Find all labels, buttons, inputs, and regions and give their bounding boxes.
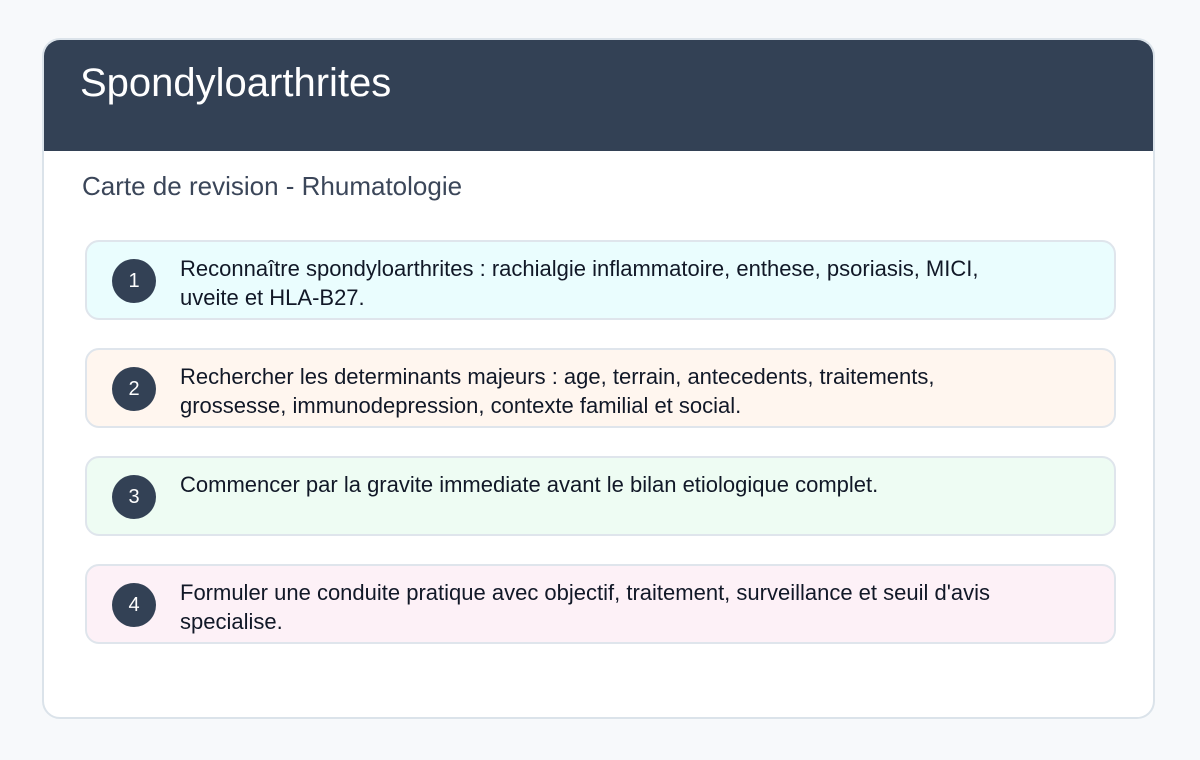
- page-title: Spondyloarthrites: [80, 61, 392, 105]
- list-item: [85, 564, 1116, 644]
- item-text: Reconnaître spondyloarthrites : rachialgie inflammatoire, enthese, psoriasis, MICI, uveite et HLA-B27.: [180, 256, 979, 310]
- item-number-badge: 1: [112, 259, 156, 303]
- revision-card: [42, 38, 1155, 719]
- item-text: Rechercher les determinants majeurs : age, terrain, antecedents, traitements, grossesse, immunodepression, contexte familial et social.: [180, 364, 935, 418]
- item-text: Formuler une conduite pratique avec objectif, traitement, surveillance et seuil d'avis specialise.: [180, 580, 991, 634]
- item-number-badge: 2: [112, 367, 156, 411]
- card-subtitle: Carte de revision - Rhumatologie: [82, 171, 463, 201]
- list-item: [85, 240, 1116, 320]
- item-text: Commencer par la gravite immediate avant le bilan etiologique complet.: [180, 472, 879, 497]
- card-header: [44, 40, 1153, 151]
- list-item: [85, 456, 1116, 536]
- item-number-badge: 4: [112, 583, 156, 627]
- item-number-badge: 3: [112, 475, 156, 519]
- list-item: [85, 348, 1116, 428]
